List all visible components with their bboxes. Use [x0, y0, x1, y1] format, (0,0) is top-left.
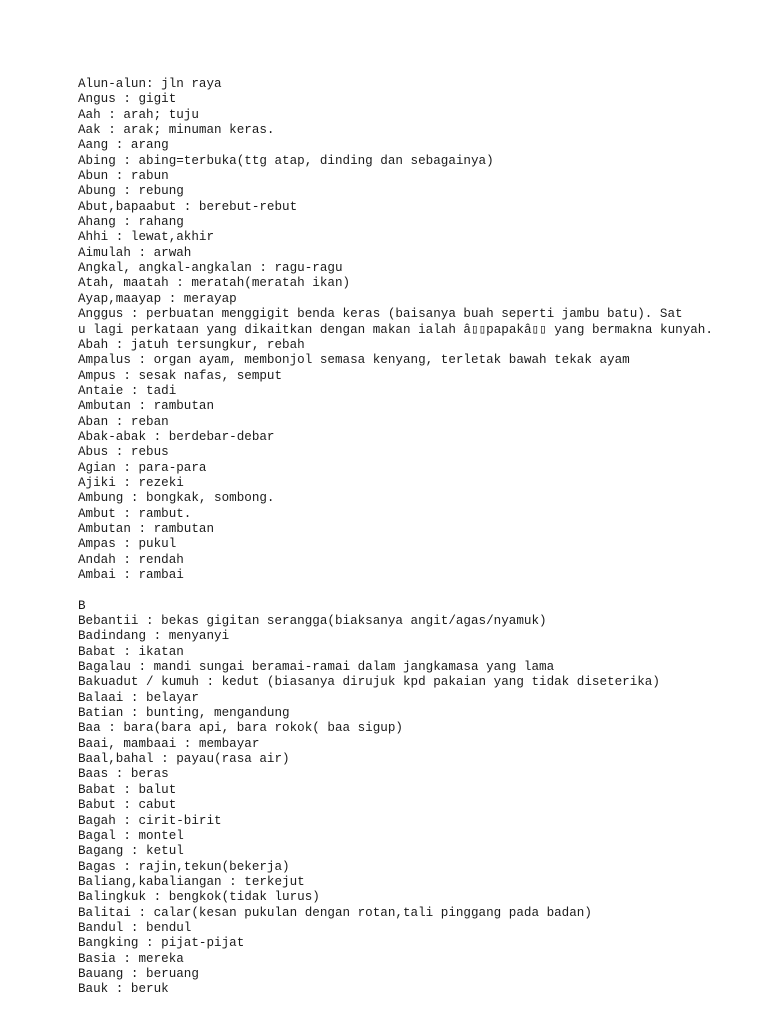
glossary-entry: Ambutan : rambutan — [78, 399, 215, 414]
glossary-entry: Babut : cabut — [78, 798, 177, 813]
glossary-entry: Ayap,maayap : merayap — [78, 291, 237, 306]
glossary-entry: Bauk : beruk — [78, 982, 169, 997]
glossary-entry: Ajiki : rezeki — [78, 475, 184, 490]
glossary-entry: Ambut : rambut. — [78, 506, 192, 521]
section-a — [78, 77, 758, 583]
document-page — [78, 77, 758, 998]
glossary-entry: Balaai : belayar — [78, 690, 199, 705]
glossary-entry: Aang : arang — [78, 138, 169, 153]
glossary-entry: Bagang : ketul — [78, 844, 184, 859]
glossary-entry: Abing : abing=terbuka(ttg atap, dinding dan sebagainya) — [78, 153, 494, 168]
glossary-entry: Baas : beras — [78, 767, 169, 782]
glossary-entry: Ampas : pukul — [78, 537, 177, 552]
glossary-entry: Alun-alun: jln raya — [78, 77, 222, 91]
section-b — [78, 599, 758, 998]
glossary-entry: Abah : jatuh tersungkur, rebah — [78, 337, 305, 352]
glossary-entry: u lagi perkataan yang dikaitkan dengan makan ialah â▯▯papakâ▯▯ yang bermakna kunyah. — [78, 322, 713, 337]
glossary-entry: Ambai : rambai — [78, 568, 184, 582]
glossary-entry: Anggus : perbuatan menggigit benda keras (baisanya buah seperti jambu batu). Sat — [78, 307, 683, 322]
glossary-entry: Atah, maatah : meratah(meratah ikan) — [78, 276, 351, 291]
glossary-entry: Balitai : calar(kesan pukulan dengan rotan,tali pinggang pada badan) — [78, 905, 592, 920]
section-spacer — [78, 583, 758, 598]
glossary-entry: Angkal, angkal-angkalan : ragu-ragu — [78, 261, 343, 276]
glossary-entry: Ahang : rahang — [78, 215, 184, 230]
glossary-entry: Batian : bunting, mengandung — [78, 706, 290, 721]
glossary-entry: Bagal : montel — [78, 828, 184, 843]
glossary-entry: Bakuadut / kumuh : kedut (biasanya dirujuk kpd pakaian yang tidak diseterika) — [78, 675, 660, 690]
glossary-entry: Abut,bapaabut : berebut-rebut — [78, 199, 298, 214]
glossary-entry: Angus : gigit — [78, 92, 177, 107]
glossary-entry: Ampalus : organ ayam, membonjol semasa kenyang, terletak bawah tekak ayam — [78, 353, 630, 368]
glossary-entry: Aah : arah; tuju — [78, 107, 199, 122]
glossary-entry: Bandul : bendul — [78, 920, 192, 935]
glossary-entry: Aban : reban — [78, 414, 169, 429]
glossary-entry: Babat : balut — [78, 782, 177, 797]
glossary-entry: Ahhi : lewat,akhir — [78, 230, 215, 245]
glossary-entry: Bagalau : mandi sungai beramai-ramai dalam jangkamasa yang lama — [78, 660, 555, 675]
glossary-entry: Bangking : pijat-pijat — [78, 936, 245, 951]
glossary-entry: Basia : mereka — [78, 951, 184, 966]
glossary-entry: Baai, mambaai : membayar — [78, 736, 260, 751]
glossary-entry: Bauang : beruang — [78, 966, 199, 981]
glossary-entry: Badindang : menyanyi — [78, 629, 230, 644]
glossary-entry: Abung : rebung — [78, 184, 184, 199]
glossary-entry: Balingkuk : bengkok(tidak lurus) — [78, 890, 320, 905]
glossary-entry: Ambung : bongkak, sombong. — [78, 491, 275, 506]
glossary-entry: Aimulah : arwah — [78, 245, 192, 260]
glossary-entry: Abus : rebus — [78, 445, 169, 460]
glossary-entry: Ampus : sesak nafas, semput — [78, 368, 283, 383]
glossary-entry: Ambutan : rambutan — [78, 521, 215, 536]
glossary-entry: Antaie : tadi — [78, 383, 177, 398]
glossary-entry: Bagah : cirit-birit — [78, 813, 222, 828]
section-heading: B — [78, 598, 86, 613]
glossary-entry: Bebantii : bekas gigitan serangga(biaksanya angit/agas/nyamuk) — [78, 614, 547, 629]
glossary-entry: Baliang,kabaliangan : terkejut — [78, 874, 305, 889]
glossary-entry: Agian : para-para — [78, 460, 207, 475]
glossary-entry: Abak-abak : berdebar-debar — [78, 429, 275, 444]
glossary-entry: Bagas : rajin,tekun(bekerja) — [78, 859, 290, 874]
glossary-entry: Baal,bahal : payau(rasa air) — [78, 752, 290, 767]
glossary-entry: Andah : rendah — [78, 552, 184, 567]
glossary-entry: Abun : rabun — [78, 169, 169, 184]
glossary-entry: Baa : bara(bara api, bara rokok( baa sigup) — [78, 721, 403, 736]
glossary-entry: Babat : ikatan — [78, 644, 184, 659]
glossary-entry: Aak : arak; minuman keras. — [78, 123, 275, 138]
